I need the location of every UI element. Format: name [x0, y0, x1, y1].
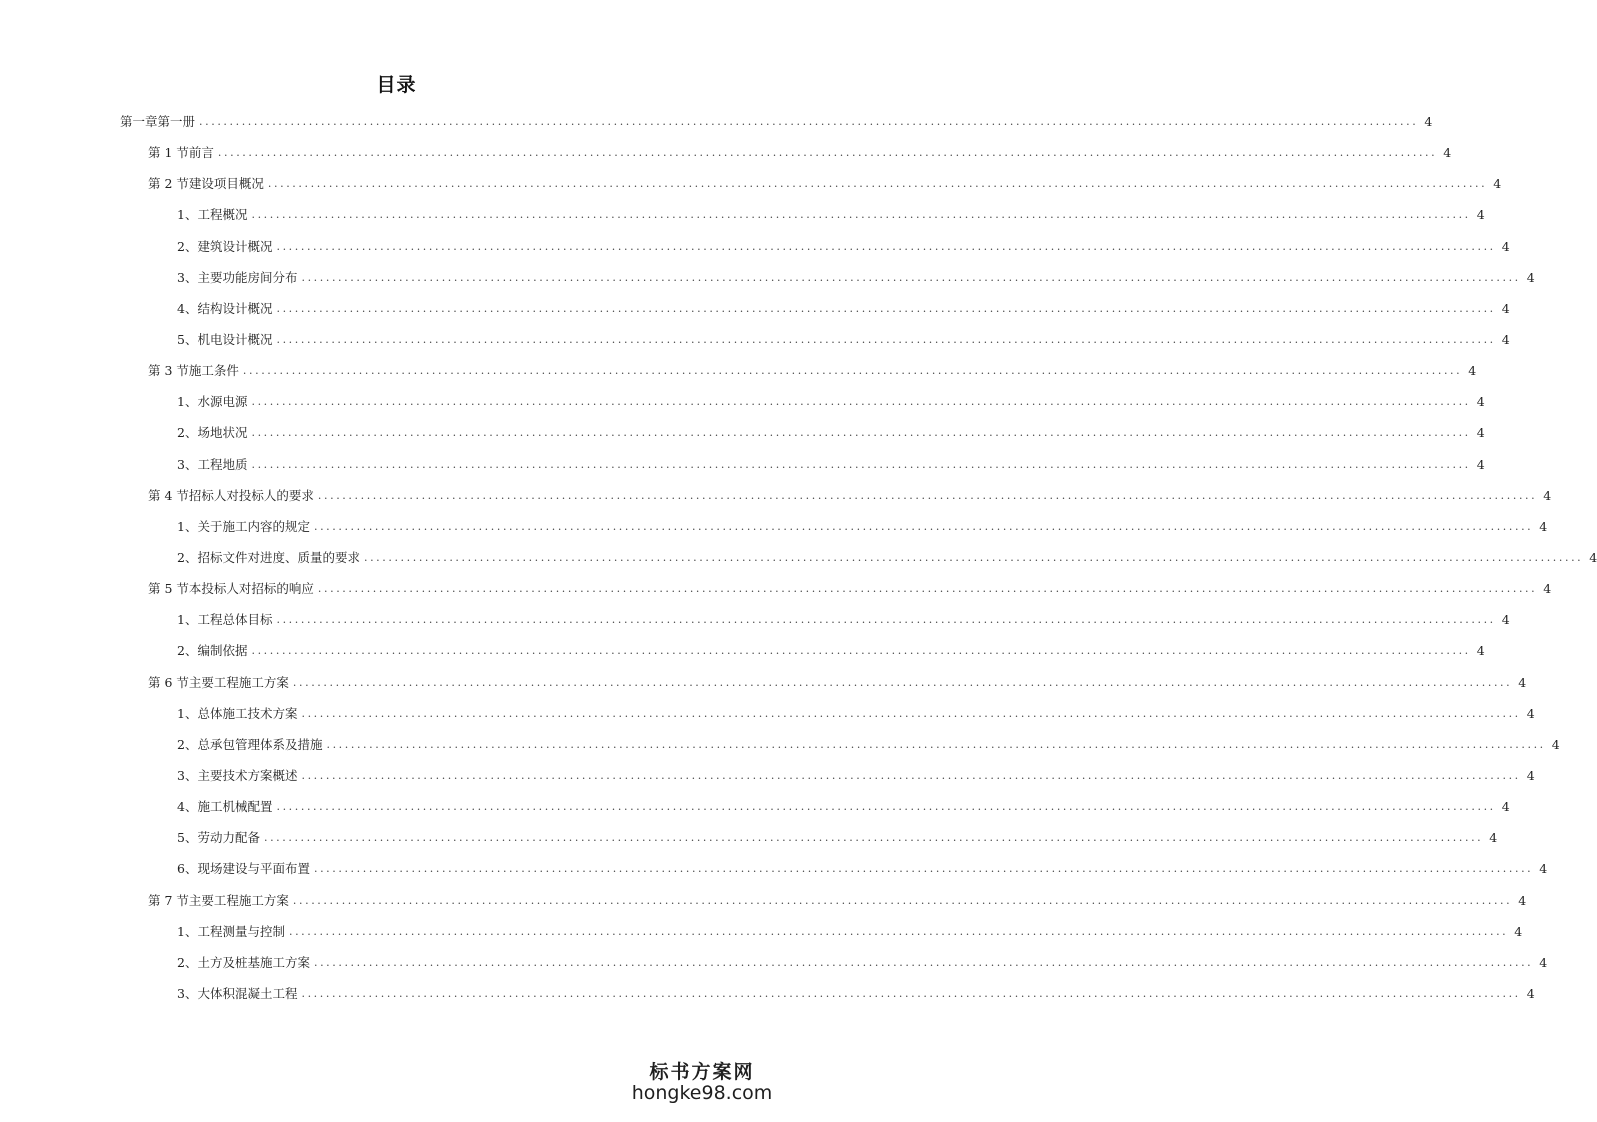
- toc-entry[interactable]: [0, 511, 1548, 542]
- toc-entry-number: 2、: [177, 238, 198, 254]
- toc-entry[interactable]: [0, 199, 1485, 230]
- toc-entry[interactable]: [0, 137, 1452, 168]
- toc-entry-number: 2、: [177, 643, 198, 659]
- toc-entry[interactable]: [0, 449, 1485, 480]
- toc-entry-page: 4: [1501, 612, 1510, 628]
- toc-entry-label: 水源电源: [197, 394, 248, 410]
- toc-entry[interactable]: [0, 355, 1477, 386]
- toc-entry-page: 4: [1543, 487, 1552, 503]
- toc-entry-label: 总承包管理体系及措施: [197, 736, 323, 752]
- toc-entry[interactable]: [0, 791, 1510, 822]
- toc-entry-page: 4: [1539, 954, 1548, 970]
- toc-entry-label: 结构设计概况: [197, 300, 273, 316]
- toc-entry-number: 第 3 节: [148, 363, 189, 379]
- toc-entry-number: 2、: [177, 954, 198, 970]
- toc-entry[interactable]: [0, 168, 1502, 199]
- toc-entry-label: 机电设计概况: [197, 332, 273, 348]
- dot-leader: ........................................................................................................................................................................................................: [317, 488, 1538, 502]
- toc-entry-number: 2、: [177, 425, 198, 441]
- dot-leader: ........................................................................................................................................................................................................: [251, 395, 1471, 409]
- toc-entry-label: 关于施工内容的规定: [197, 518, 310, 534]
- toc-entry-page: 4: [1424, 114, 1433, 130]
- dot-leader: ........................................................................................................................................................................................................: [326, 737, 1546, 751]
- toc-entry-label: 主要技术方案概述: [197, 768, 298, 784]
- toc-entry-number: 第 1 节: [148, 145, 189, 161]
- toc-entry-page: 4: [1501, 300, 1510, 316]
- dot-leader: ........................................................................................................................................................................................................: [301, 987, 1521, 1000]
- dot-leader: ........................................................................................................................................................................................................: [276, 239, 1496, 253]
- toc-entry-number: 1、: [177, 923, 198, 939]
- toc-entry-label: 工程概况: [197, 207, 248, 223]
- dot-leader: ........................................................................................................................................................................................................: [251, 457, 1471, 471]
- dot-leader: ........................................................................................................................................................................................................: [313, 519, 1534, 533]
- dot-leader: ........................................................................................................................................................................................................: [317, 582, 1538, 596]
- dot-leader: ........................................................................................................................................................................................................: [301, 270, 1521, 284]
- toc-entry[interactable]: [0, 822, 1498, 853]
- toc-entry-page: 4: [1514, 923, 1523, 939]
- toc-entry-label: 主要工程施工方案: [188, 674, 289, 690]
- toc-entry-label: 总体施工技术方案: [197, 705, 298, 721]
- toc-entry-label: 土方及桩基施工方案: [197, 954, 310, 970]
- toc-entry-label: 大体积混凝土工程: [197, 986, 298, 1001]
- toc-entry-page: 4: [1551, 736, 1560, 752]
- dot-leader: ........................................................................................................................................................................................................: [263, 831, 1484, 845]
- toc-entry-number: 第一章: [120, 114, 158, 130]
- dot-leader: ........................................................................................................................................................................................................: [363, 551, 1584, 565]
- toc-entry-number: 3、: [177, 456, 198, 472]
- toc-entry-page: 4: [1501, 799, 1510, 815]
- toc-entry-page: 4: [1489, 830, 1498, 846]
- toc-entry[interactable]: [0, 542, 1597, 573]
- toc-entry[interactable]: [0, 106, 1433, 137]
- toc-entry-page: 4: [1501, 238, 1510, 254]
- toc-entry-label: 施工机械配置: [197, 799, 273, 815]
- toc-entry-page: 4: [1543, 581, 1552, 597]
- toc-entry-page: 4: [1518, 674, 1527, 690]
- toc-entry-number: 1、: [177, 705, 198, 721]
- dot-leader: ........................................................................................................................................................................................................: [276, 613, 1496, 627]
- dot-leader: ........................................................................................................................................................................................................: [301, 706, 1521, 720]
- toc-entry-page: 4: [1476, 425, 1485, 441]
- toc-entry-number: 2、: [177, 736, 198, 752]
- toc-entry-page: 4: [1443, 145, 1452, 161]
- toc-entry-label: 编制依据: [197, 643, 248, 659]
- dot-leader: ........................................................................................................................................................................................................: [242, 364, 1463, 378]
- toc-entry-number: 第 5 节: [148, 581, 189, 597]
- toc-entry-number: 1、: [177, 207, 198, 223]
- dot-leader: ........................................................................................................................................................................................................: [251, 208, 1471, 222]
- toc-entry[interactable]: [0, 947, 1548, 978]
- toc-entry-number: 1、: [177, 518, 198, 534]
- dot-leader: ........................................................................................................................................................................................................: [217, 146, 1438, 160]
- toc-entry-page: 4: [1526, 768, 1535, 784]
- watermark: [627, 1057, 777, 1104]
- dot-leader: ........................................................................................................................................................................................................: [251, 426, 1471, 440]
- dot-leader: ........................................................................................................................................................................................................: [292, 893, 1513, 907]
- toc-entry-number: 5、: [177, 830, 198, 846]
- toc-entry[interactable]: [0, 417, 1485, 448]
- toc-entry-label: 本投标人对招标的响应: [188, 581, 314, 597]
- toc-entry[interactable]: [0, 573, 1552, 604]
- toc-entry-page: 4: [1539, 518, 1548, 534]
- toc-entry-label: 前言: [188, 145, 214, 161]
- toc-entry-label: 工程总体目标: [197, 612, 273, 628]
- toc-entry[interactable]: [0, 729, 1560, 760]
- toc-entry[interactable]: [0, 853, 1548, 884]
- toc-entry-page: 4: [1476, 456, 1485, 472]
- toc-entry[interactable]: [0, 480, 1552, 511]
- toc-entry-label: 建筑设计概况: [197, 238, 273, 254]
- dot-leader: ........................................................................................................................................................................................................: [301, 769, 1521, 783]
- toc-entry-label: 建设项目概况: [188, 176, 264, 192]
- toc-entry-label: 工程测量与控制: [197, 923, 285, 939]
- toc-entry[interactable]: [0, 667, 1527, 698]
- toc-entry[interactable]: [0, 885, 1527, 916]
- dot-leader: ........................................................................................................................................................................................................: [251, 644, 1471, 658]
- page-title: 目录: [376, 74, 417, 96]
- toc-entry[interactable]: [0, 386, 1485, 417]
- toc-entry-page: 4: [1539, 861, 1548, 877]
- toc-entry[interactable]: [0, 324, 1510, 355]
- toc-entry-page: 4: [1501, 332, 1510, 348]
- toc-entry-page: 4: [1476, 394, 1485, 410]
- dot-leader: ........................................................................................................................................................................................................: [276, 301, 1496, 315]
- toc-entry[interactable]: [0, 262, 1535, 293]
- toc-entry-label: 招标人对投标人的要求: [188, 487, 314, 503]
- toc-entry[interactable]: [0, 978, 1535, 1009]
- toc-entry-page: 4: [1468, 363, 1477, 379]
- toc-entry-page: 4: [1518, 892, 1527, 908]
- toc-entry-number: 第 2 节: [148, 176, 189, 192]
- toc-entry-number: 3、: [177, 768, 198, 784]
- toc-entry[interactable]: [0, 635, 1485, 666]
- toc-entry-label: 现场建设与平面布置: [197, 861, 310, 877]
- toc-entry-page: 4: [1476, 643, 1485, 659]
- toc-entry-number: 第 7 节: [148, 892, 189, 908]
- toc-entry[interactable]: [0, 231, 1510, 262]
- toc-entry[interactable]: [0, 916, 1523, 947]
- toc-entry-label: 劳动力配备: [197, 830, 260, 846]
- dot-leader: ........................................................................................................................................................................................................: [276, 333, 1496, 347]
- toc-entry-number: 3、: [177, 986, 198, 1001]
- toc-entry-number: 3、: [177, 269, 198, 285]
- toc-entry[interactable]: [0, 698, 1535, 729]
- dot-leader: ........................................................................................................................................................................................................: [199, 115, 1419, 129]
- toc-entry[interactable]: [0, 760, 1535, 791]
- toc-entry-page: 4: [1589, 550, 1597, 566]
- toc-entry-label: 招标文件对进度、质量的要求: [197, 550, 360, 566]
- toc-entry-number: 1、: [177, 612, 198, 628]
- toc-entry-label: 工程地质: [197, 456, 248, 472]
- dot-leader: ........................................................................................................................................................................................................: [313, 862, 1534, 876]
- toc-entry-label: 第一册: [157, 114, 196, 130]
- toc-entry-number: 2、: [177, 550, 198, 566]
- toc-entry-page: 4: [1526, 269, 1535, 285]
- toc-entry-number: 1、: [177, 394, 198, 410]
- toc-entry-page: 4: [1493, 176, 1502, 192]
- toc-entry-page: 4: [1526, 705, 1535, 721]
- dot-leader: ........................................................................................................................................................................................................: [276, 800, 1496, 814]
- toc-entry-page: 4: [1526, 986, 1535, 1001]
- toc-entry-label: 主要工程施工方案: [188, 892, 289, 908]
- dot-leader: ........................................................................................................................................................................................................: [288, 924, 1509, 938]
- toc-entry-label: 施工条件: [188, 363, 239, 379]
- watermark-url: hongke98.com: [631, 1082, 773, 1104]
- dot-leader: ........................................................................................................................................................................................................: [292, 675, 1513, 689]
- dot-leader: ........................................................................................................................................................................................................: [313, 955, 1534, 969]
- toc-entry[interactable]: [0, 604, 1510, 635]
- toc-entry-number: 6、: [177, 861, 198, 877]
- toc-entry-page: 4: [1476, 207, 1485, 223]
- toc-entry-number: 第 6 节: [148, 674, 189, 690]
- toc-entry-number: 4、: [177, 799, 198, 815]
- toc-entry[interactable]: [0, 293, 1510, 324]
- dot-leader: ........................................................................................................................................................................................................: [267, 177, 1488, 191]
- toc-entry-label: 场地状况: [197, 425, 248, 441]
- toc-entry-number: 第 4 节: [148, 487, 189, 503]
- toc-list: [0, 106, 1597, 1009]
- watermark-name: 标书方案网: [649, 1061, 755, 1083]
- toc-entry-number: 5、: [177, 332, 198, 348]
- toc-entry-label: 主要功能房间分布: [197, 269, 298, 285]
- toc-entry-number: 4、: [177, 300, 198, 316]
